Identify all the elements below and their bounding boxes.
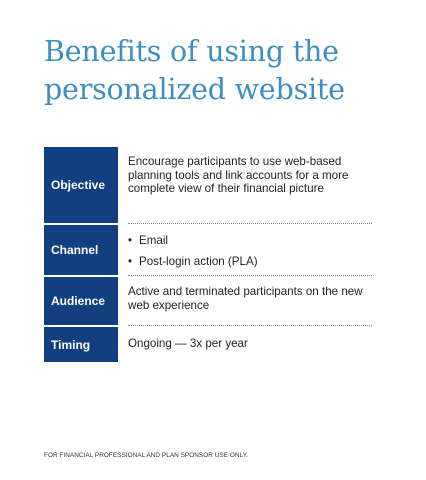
channel-list xyxy=(128,234,372,268)
objective-value: Encourage participants to use web-based planning tools and link accounts for a more complete view of their financial picture xyxy=(128,155,349,195)
row-divider xyxy=(128,223,372,224)
channel-item-pla: Post-login action (PLA) xyxy=(139,254,258,268)
row-divider xyxy=(128,325,372,326)
objective-text xyxy=(118,147,372,223)
row-divider xyxy=(128,275,372,276)
list-item xyxy=(128,255,372,269)
objective-label: Objective xyxy=(44,147,118,223)
row-timing xyxy=(44,327,372,362)
bullet-icon: • xyxy=(128,254,133,268)
row-objective xyxy=(44,147,372,223)
audience-value: Active and terminated participants on the new web experience xyxy=(128,285,363,312)
list-item xyxy=(128,234,372,248)
channel-label: Channel xyxy=(44,225,118,275)
row-channel xyxy=(44,225,372,275)
audience-label: Audience xyxy=(44,277,118,325)
timing-label: Timing xyxy=(44,327,118,362)
timing-value: Ongoing — 3x per year xyxy=(128,337,248,350)
footer-disclaimer: FOR FINANCIAL PROFESSIONAL AND PLAN SPONSOR USE ONLY. xyxy=(44,452,249,459)
bullet-icon: • xyxy=(128,234,133,247)
channel-content xyxy=(118,225,372,275)
page-title: Benefits of using the personalized website xyxy=(44,35,345,106)
timing-text xyxy=(118,327,372,362)
row-audience xyxy=(44,277,372,325)
channel-item-email: Email xyxy=(139,234,168,247)
audience-text xyxy=(118,277,372,325)
info-table xyxy=(44,147,372,362)
